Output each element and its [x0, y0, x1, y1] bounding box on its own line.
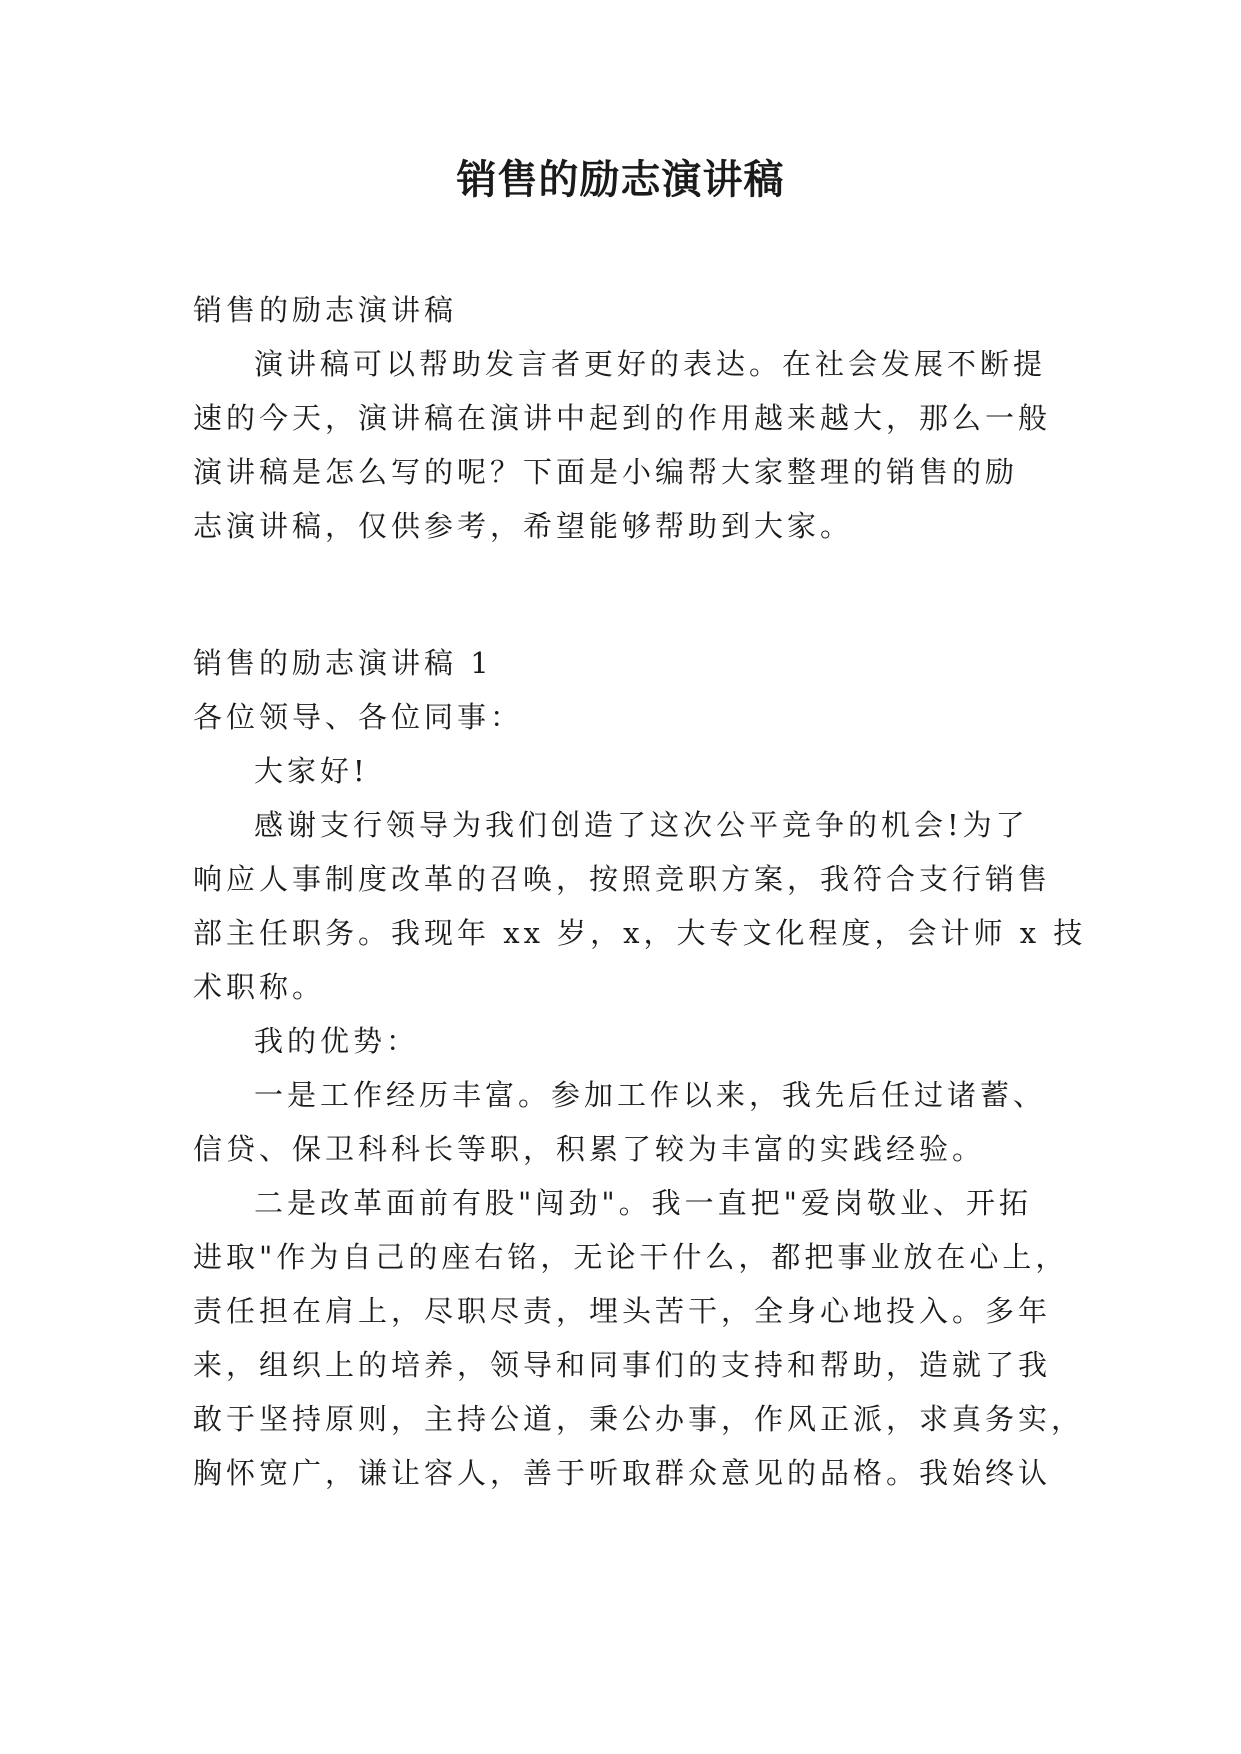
body-line: 部主任职务。我现年 xx 岁，x，大专文化程度，会计师 x 技 [193, 916, 1087, 950]
body-line: 胸怀宽广，谦让容人，善于听取群众意见的品格。我始终认 [193, 1456, 1052, 1490]
body-line: 一是工作经历丰富。参加工作以来，我先后任过诸蓄、 [254, 1078, 1047, 1112]
body-line: 响应人事制度改革的召唤，按照竞职方案，我符合支行销售 [193, 862, 1052, 896]
body-line: 我的优势： [254, 1024, 420, 1058]
subtitle-line: 销售的励志演讲稿 [193, 293, 458, 327]
salutation-line: 各位领导、各位同事： [193, 700, 524, 734]
body-line: 志演讲稿，仅供参考，希望能够帮助到大家。 [193, 509, 854, 543]
body-line: 演讲稿可以帮助发言者更好的表达。在社会发展不断提 [254, 347, 1047, 381]
body-line: 来，组织上的培养，领导和同事们的支持和帮助，造就了我 [193, 1348, 1052, 1382]
body-line: 责任担在肩上，尽职尽责，埋头苦干，全身心地投入。多年 [193, 1294, 1052, 1328]
body-line: 术职称。 [193, 970, 326, 1004]
body-line: 敢于坚持原则，主持公道，秉公办事，作风正派，求真务实， [193, 1402, 1085, 1436]
greeting-line: 大家好! [254, 754, 369, 788]
body-line: 进取"作为自己的座右铭，无论干什么，都把事业放在心上， [193, 1240, 1069, 1274]
body-line: 二是改革面前有股"闯劲"。我一直把"爱岗敬业、开拓 [254, 1186, 1033, 1220]
body-line: 信贷、保卫科科长等职，积累了较为丰富的实践经验。 [193, 1132, 986, 1166]
document-title: 销售的励志演讲稿 [456, 157, 785, 203]
body-line: 感谢支行领导为我们创造了这次公平竞争的机会!为了 [254, 808, 1029, 842]
body-line: 演讲稿是怎么写的呢？下面是小编帮大家整理的销售的励 [193, 455, 1019, 489]
body-line: 速的今天，演讲稿在演讲中起到的作用越来越大，那么一般 [193, 401, 1052, 435]
section-heading: 销售的励志演讲稿 1 [193, 646, 493, 680]
